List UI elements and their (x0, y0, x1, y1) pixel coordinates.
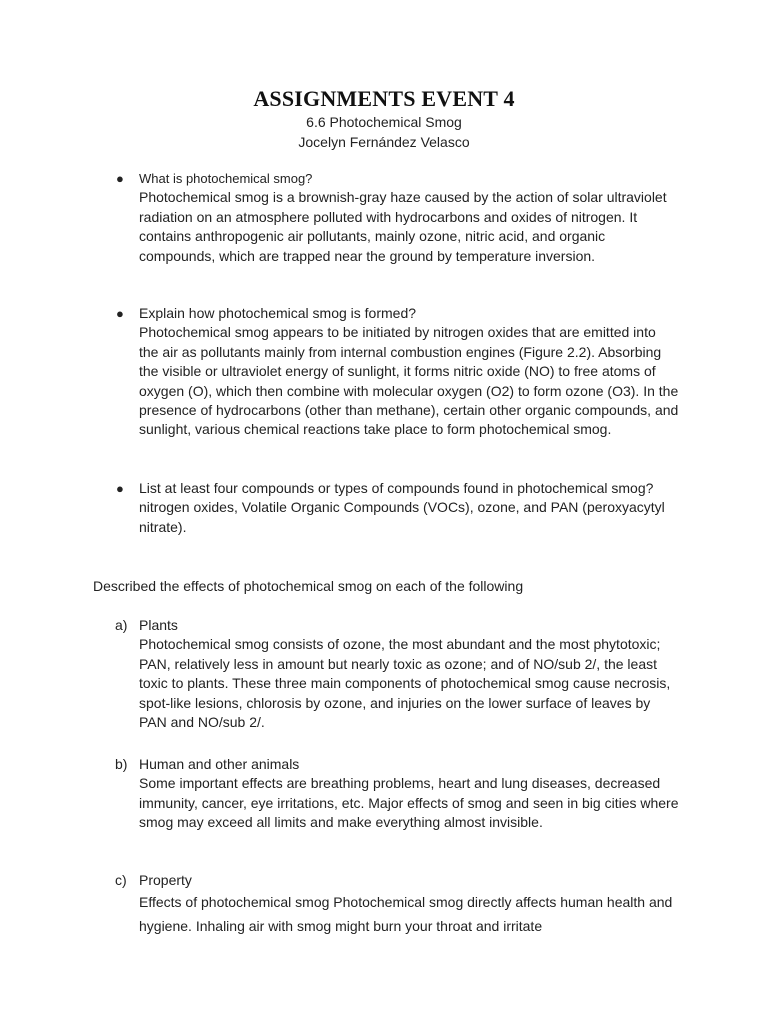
effect-item-plants (115, 616, 679, 732)
effect-text: Some important effects are breathing problems, heart and lung diseases, decreased immunity, cancer, eye irritations, etc. Major effects of smog and seen in big cities where smog may exceed all limits and make everything almost invisible. (139, 775, 679, 831)
question-item (116, 304, 679, 440)
effect-heading: Human and other animals (139, 756, 300, 772)
list-marker: b) (115, 756, 128, 772)
effect-heading: Property (139, 872, 192, 888)
effect-text: Effects of photochemical smog Photochemical smog directly affects human health and hygiene. Inhaling air with smog might burn your throat and irritate (139, 894, 673, 935)
bullet-icon: ● (116, 171, 124, 186)
question-text: Explain how photochemical smog is formed? (139, 305, 417, 321)
bullet-icon: ● (116, 481, 124, 496)
answer-text: nitrogen oxides, Volatile Organic Compounds (VOCs), ozone, and PAN (peroxyacytyl nitrate). (139, 499, 665, 535)
question-item (116, 169, 679, 266)
answer-text: Photochemical smog is a brownish-gray haze caused by the action of solar ultraviolet radiation on an atmosphere polluted with hydrocarbons and oxides of nitrogen. It contains anthropogenic air pollutants, mainly ozone, nitric acid, and organic compounds, which are trapped near the ground by temperature inversion. (139, 189, 667, 264)
effects-intro: Described the effects of photochemical smog on each of the following (93, 578, 524, 594)
author-name: Jocelyn Fernández Velasco (298, 134, 470, 150)
effect-heading: Plants (139, 617, 178, 633)
page-title: ASSIGNMENTS EVENT 4 (253, 86, 515, 111)
effect-item-humans (115, 755, 679, 833)
effect-text: Photochemical smog consists of ozone, the most abundant and the most phytotoxic; PAN, relatively less in amount but nearly toxic as ozone; and of NO/sub 2/, the least toxic to plants. These three main components of photochemical smog cause necrosis, spot-like lesions, chlorosis by ozone, and injuries on the lower surface of leaves by PAN and NO/sub 2/. (139, 636, 671, 731)
question-text: List at least four compounds or types of compounds found in photochemical smog? (139, 480, 654, 496)
list-marker: c) (115, 872, 127, 888)
page-subtitle: 6.6 Photochemical Smog (306, 114, 462, 130)
answer-text: Photochemical smog appears to be initiated by nitrogen oxides that are emitted into the air as pollutants mainly from internal combustion engines (Figure 2.2). Absorbing the visible or ultraviolet energy of sunlight, it forms nitric oxide (NO) to free atoms of oxygen (O), which then combine with molecular oxygen (O2) to form ozone (O3). In the presence of hydrocarbons (other than methane), certain other organic compounds, and sunlight, various chemical reactions take place to form photochemical smog. (139, 324, 679, 438)
question-text: What is photochemical smog? (139, 171, 313, 186)
list-marker: a) (115, 617, 128, 633)
bullet-icon: ● (116, 306, 124, 321)
effect-item-property (115, 871, 679, 938)
question-item (116, 479, 679, 537)
